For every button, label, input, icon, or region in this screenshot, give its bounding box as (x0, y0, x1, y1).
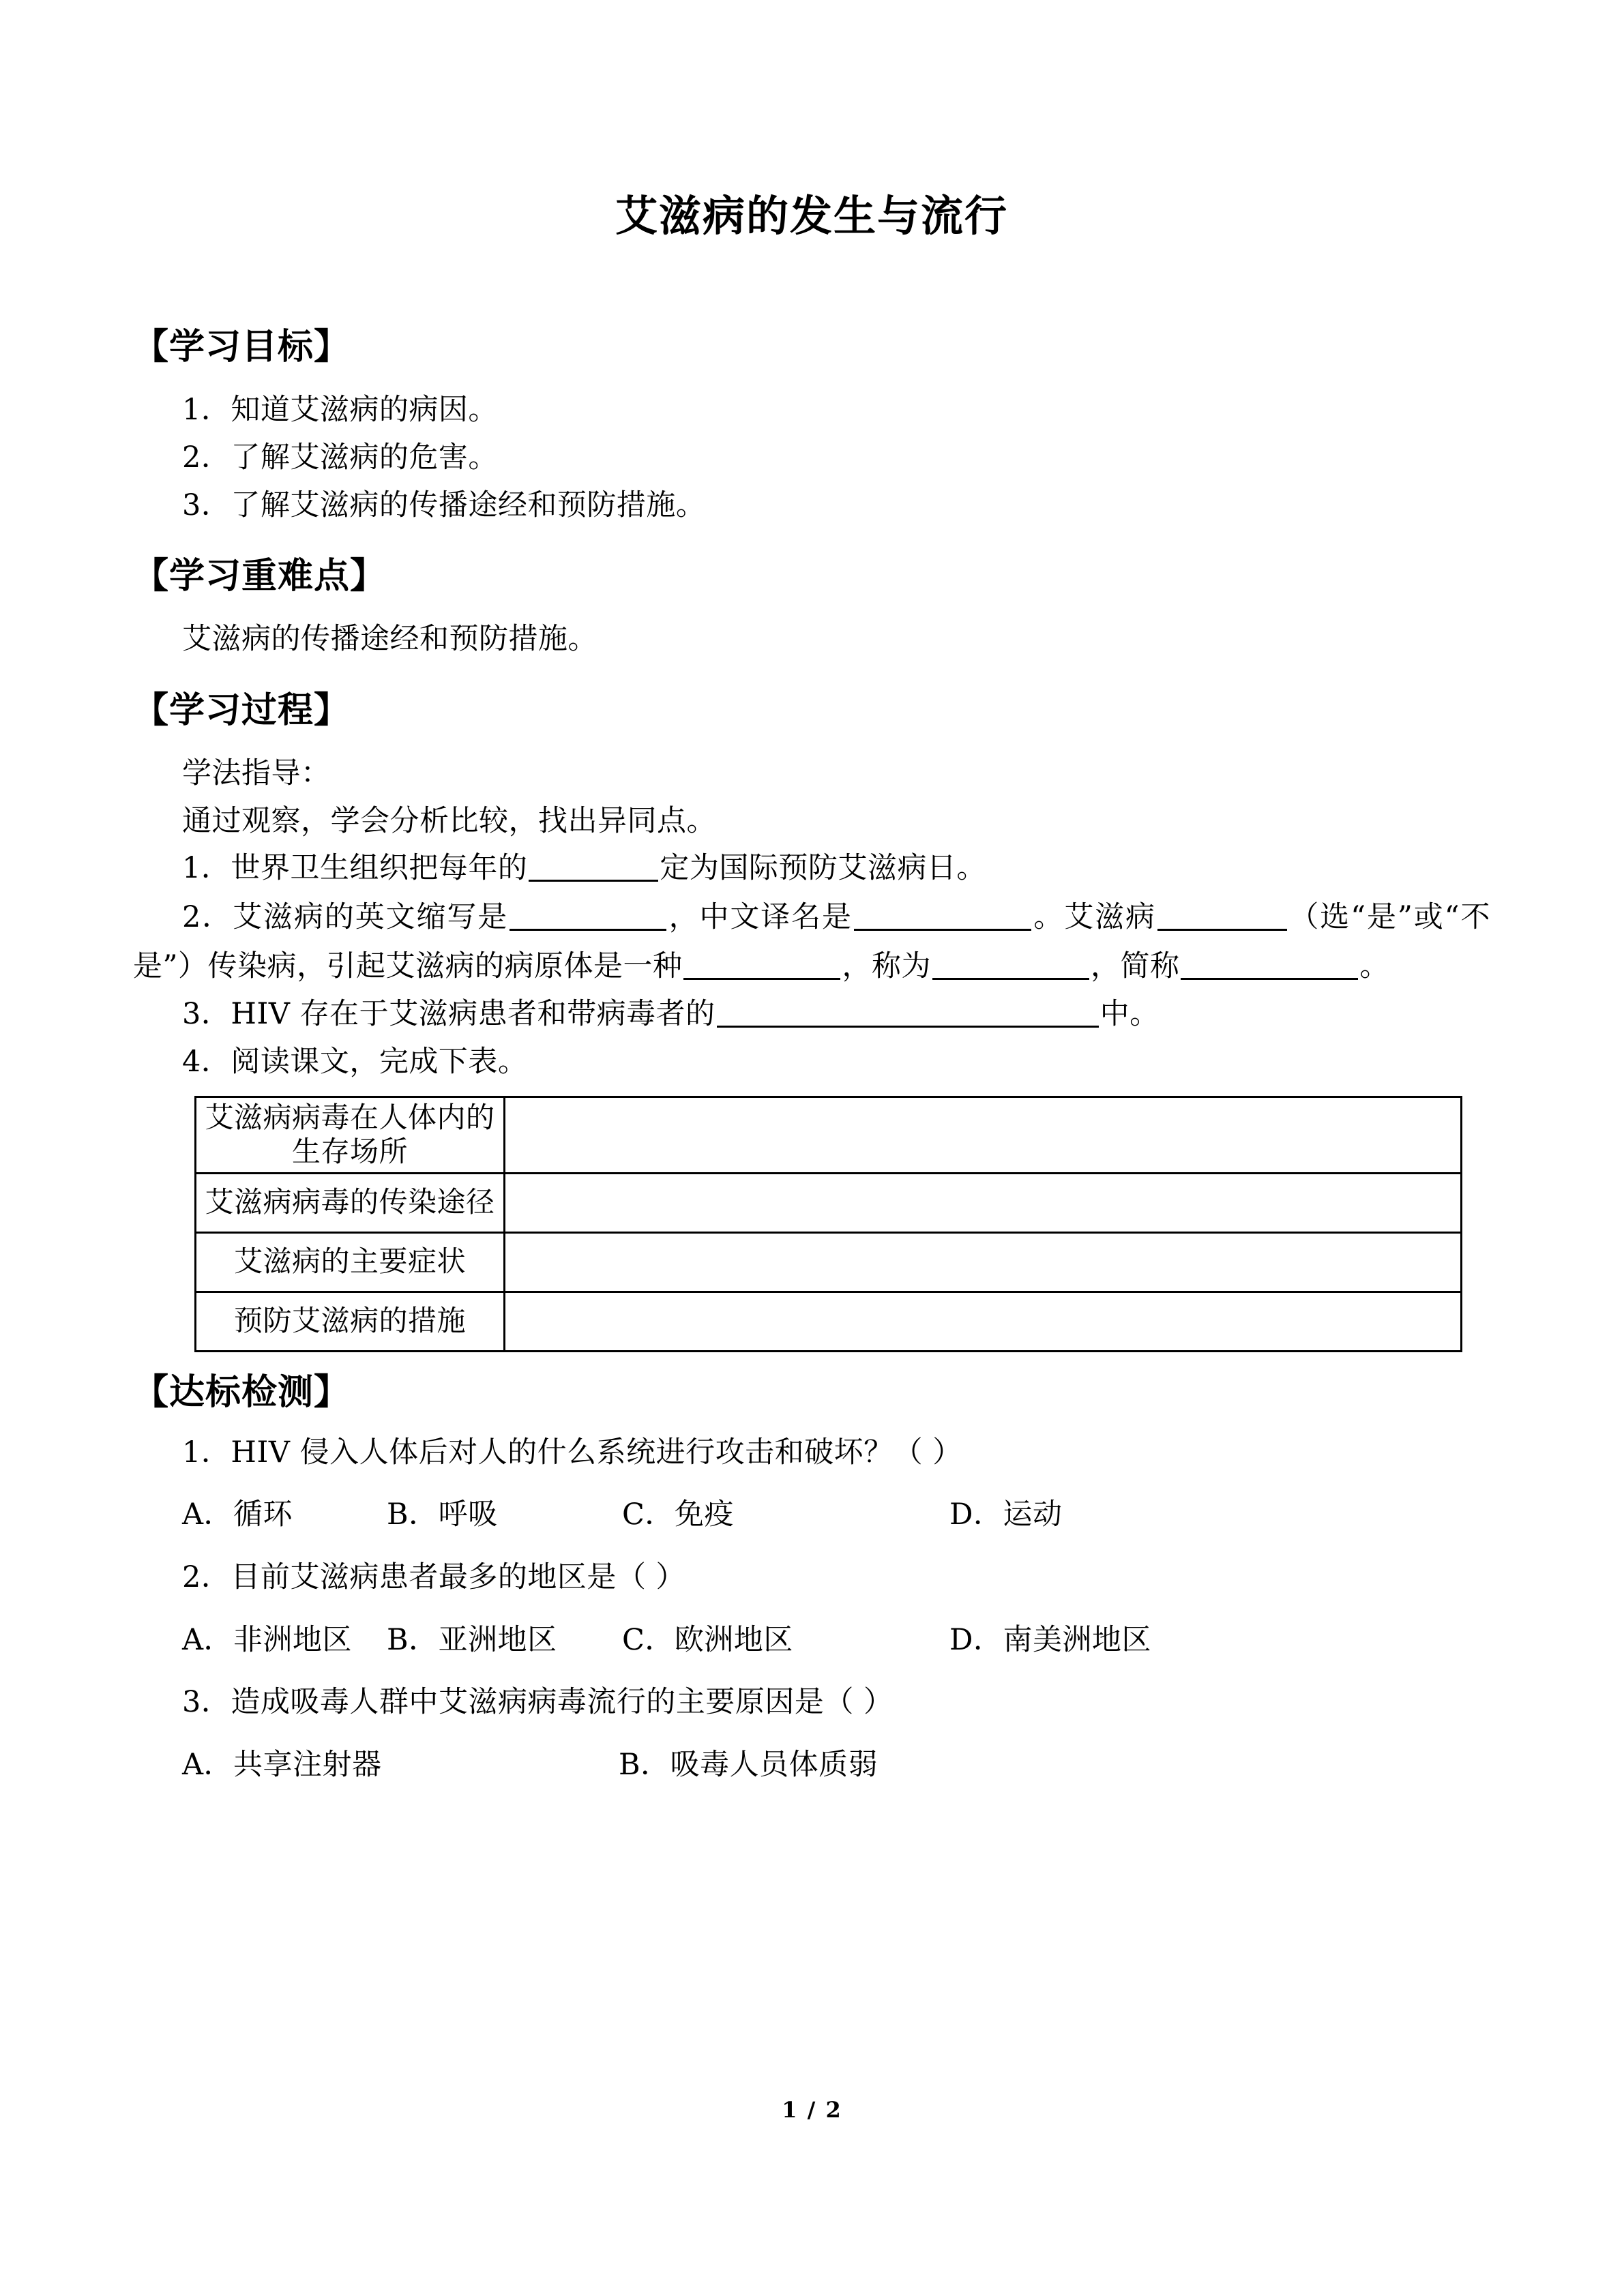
method-guidance-text: 通过观察，学会分析比较，找出异同点。 (182, 803, 716, 838)
process-q2-seg5: ，称为 (842, 949, 931, 984)
table-row (196, 1097, 1462, 1173)
method-guidance-label: 学法指导： (182, 756, 331, 791)
table-row-answer[interactable] (505, 1292, 1462, 1351)
table-row-answer[interactable] (505, 1232, 1462, 1292)
assessment-question-1-options (133, 1491, 1490, 1539)
table-row-label: 艾滋病的主要症状 (196, 1232, 505, 1292)
assessment-q2-option-d[interactable]: D．南美洲地区 (949, 1622, 1151, 1657)
process-q1-suffix: 定为国际预防艾滋病日。 (660, 851, 986, 886)
page-title: 艾滋病的发生与流行 (615, 191, 1008, 241)
assessment-q1-option-b[interactable]: B．呼吸 (387, 1497, 498, 1532)
process-q1-blank[interactable] (529, 856, 658, 882)
section-heading-key-points: 【学习重难点】 (133, 555, 387, 597)
section-heading-learning-goals: 【学习目标】 (133, 326, 351, 368)
process-question-3 (133, 991, 1490, 1039)
page-content (133, 0, 1490, 1789)
page-footer: 1 / 2 (782, 2097, 842, 2123)
table-row-label: 预防艾滋病的措施 (196, 1292, 505, 1351)
section-heading-assessment: 【达标检测】 (133, 1371, 351, 1413)
assessment-question-2-stem: 2．目前艾滋病患者最多的地区是（ ） (182, 1560, 686, 1594)
process-q2-blank-3[interactable] (1157, 906, 1287, 931)
process-q3-blank[interactable] (717, 1002, 1099, 1028)
process-q2-blank-1[interactable] (510, 906, 666, 931)
aids-fill-table (194, 1096, 1462, 1352)
assessment-q2-option-a[interactable]: A．非洲地区 (182, 1622, 353, 1657)
table-row (196, 1292, 1462, 1351)
process-q2-seg1: 2．艾滋病的英文缩写是 (182, 899, 509, 934)
assessment-q1-option-c[interactable]: C．免疫 (622, 1497, 734, 1532)
key-points-text: 艾滋病的传播途经和预防措施。 (182, 622, 597, 657)
table-row-label: 艾滋病病毒在人体内的生存场所 (196, 1097, 505, 1173)
process-q2-seg4: （选“是”或“不是”）传染病，引起艾滋病的病原体是一种 (133, 899, 1491, 984)
assessment-question-2-options (133, 1617, 1490, 1665)
process-question-1 (133, 845, 1490, 893)
process-q2-blank-4[interactable] (683, 955, 840, 980)
process-q2-blank-5[interactable] (932, 955, 1089, 980)
process-question-2 (133, 893, 1490, 991)
process-q2-blank-2[interactable] (854, 906, 1031, 931)
process-q2-blank-6[interactable] (1181, 955, 1358, 980)
assessment-q3-option-a[interactable]: A．共享注射器 (182, 1747, 382, 1782)
process-q1-prefix: 1．世界卫生组织把每年的 (182, 851, 528, 886)
learning-goal-item-2: 2．了解艾滋病的危害。 (182, 441, 498, 475)
assessment-question-1-stem: 1．HIV 侵入人体后对人的什么系统进行攻击和破坏？（ ） (182, 1435, 962, 1470)
table-row (196, 1173, 1462, 1232)
assessment-q2-option-c[interactable]: C．欧洲地区 (622, 1622, 793, 1657)
process-q2-seg3: 。艾滋病 (1032, 899, 1156, 934)
process-q2-seg2: ，中文译名是 (668, 899, 853, 934)
assessment-question-3-stem: 3．造成吸毒人群中艾滋病病毒流行的主要原因是（ ） (182, 1685, 894, 1720)
assessment-q1-option-d[interactable]: D．运动 (949, 1497, 1063, 1532)
process-q3-suffix: 中。 (1099, 997, 1160, 1032)
process-q3-prefix: 3．HIV 存在于艾滋病患者和带病毒者的 (182, 997, 715, 1032)
learning-goal-item-3: 3．了解艾滋病的传播途经和预防措施。 (182, 488, 706, 522)
section-heading-process: 【学习过程】 (133, 689, 351, 732)
process-q2-seg7: 。 (1359, 949, 1389, 984)
table-row-answer[interactable] (505, 1097, 1462, 1173)
table-row-label: 艾滋病病毒的传染途径 (196, 1173, 505, 1232)
table-row-answer[interactable] (505, 1173, 1462, 1232)
process-q2-seg6: ，简称 (1090, 949, 1180, 984)
learning-goal-item-1: 1．知道艾滋病的病因。 (182, 393, 498, 428)
assessment-q1-option-a[interactable]: A．循环 (182, 1497, 293, 1532)
assessment-q3-option-b[interactable]: B．吸毒人员体质弱 (619, 1747, 879, 1782)
process-question-4: 4．阅读课文，完成下表。 (182, 1045, 528, 1079)
assessment-q2-option-b[interactable]: B．亚洲地区 (387, 1622, 557, 1657)
assessment-question-3-options (133, 1742, 1490, 1789)
table-row (196, 1232, 1462, 1292)
